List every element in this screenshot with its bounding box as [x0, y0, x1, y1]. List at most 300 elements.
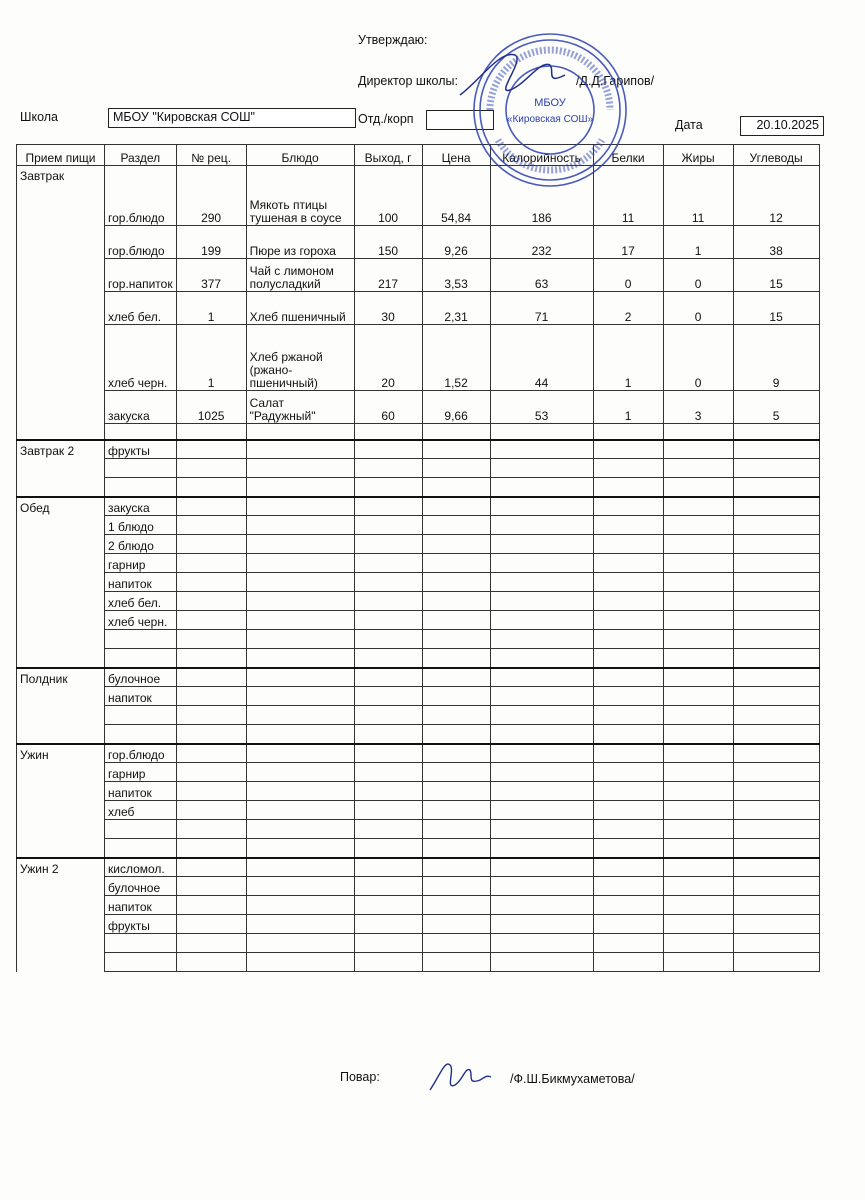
cell-c — [733, 782, 819, 801]
cell-rec: 290 — [176, 166, 246, 226]
cell-dish: Мякоть птицы тушеная в соусе — [246, 166, 354, 226]
cell-p — [593, 611, 663, 630]
cell-p — [593, 858, 663, 877]
cell-rec — [176, 896, 246, 915]
table-row — [17, 440, 820, 459]
cell-c — [733, 459, 819, 478]
cell-section — [105, 478, 177, 497]
cell-kcal — [490, 839, 593, 858]
cell-dish — [246, 649, 354, 668]
cell-c — [733, 687, 819, 706]
cell-out — [354, 744, 422, 763]
cell-kcal: 53 — [490, 391, 593, 424]
cell-p — [593, 459, 663, 478]
cell-section — [105, 630, 177, 649]
column-header: Цена — [422, 145, 490, 166]
cell-p — [593, 839, 663, 858]
cell-f — [663, 953, 733, 972]
cell-rec — [176, 953, 246, 972]
cell-dish — [246, 839, 354, 858]
cell-c — [733, 424, 819, 440]
cell-price: 2,31 — [422, 292, 490, 325]
cell-c — [733, 744, 819, 763]
cell-dish — [246, 782, 354, 801]
cell-f — [663, 934, 733, 953]
cell-section: хлеб бел. — [105, 292, 177, 325]
cell-section — [105, 459, 177, 478]
cell-out — [354, 877, 422, 896]
cell-c: 15 — [733, 292, 819, 325]
cell-p: 1 — [593, 325, 663, 391]
cell-f — [663, 706, 733, 725]
cell-kcal — [490, 478, 593, 497]
cell-dish — [246, 424, 354, 440]
cell-dish — [246, 744, 354, 763]
cell-kcal — [490, 915, 593, 934]
cell-price — [422, 535, 490, 554]
director-signature-icon — [455, 40, 575, 110]
cell-price — [422, 687, 490, 706]
cell-c — [733, 801, 819, 820]
cell-section: напиток — [105, 782, 177, 801]
cell-p — [593, 953, 663, 972]
cell-c — [733, 820, 819, 839]
cell-price — [422, 497, 490, 516]
cell-dish — [246, 573, 354, 592]
cell-price — [422, 877, 490, 896]
table-row — [17, 953, 820, 972]
cell-dish — [246, 953, 354, 972]
cell-price: 9,26 — [422, 226, 490, 259]
cell-section: хлеб — [105, 801, 177, 820]
cell-kcal — [490, 649, 593, 668]
cell-f — [663, 858, 733, 877]
table-row — [17, 706, 820, 725]
column-header: Калорийность — [490, 145, 593, 166]
cell-out — [354, 839, 422, 858]
cell-rec — [176, 459, 246, 478]
cell-dish — [246, 516, 354, 535]
cell-p — [593, 592, 663, 611]
cell-rec — [176, 649, 246, 668]
cell-price: 3,53 — [422, 259, 490, 292]
cell-f — [663, 687, 733, 706]
cell-c — [733, 630, 819, 649]
cell-p: 2 — [593, 292, 663, 325]
meal-name: Полдник — [17, 668, 105, 744]
cell-price — [422, 782, 490, 801]
cell-out — [354, 763, 422, 782]
cell-kcal — [490, 782, 593, 801]
column-header: Блюдо — [246, 145, 354, 166]
cell-p — [593, 478, 663, 497]
cell-price — [422, 592, 490, 611]
cell-price — [422, 725, 490, 744]
cell-out — [354, 516, 422, 535]
cell-out: 60 — [354, 391, 422, 424]
cell-kcal — [490, 763, 593, 782]
cell-rec — [176, 478, 246, 497]
cell-p — [593, 763, 663, 782]
table-row — [17, 592, 820, 611]
dept-label: Отд./корп — [358, 112, 414, 126]
cell-kcal — [490, 630, 593, 649]
table-row — [17, 858, 820, 877]
cell-section: гор.блюдо — [105, 226, 177, 259]
cell-kcal — [490, 459, 593, 478]
table-row — [17, 535, 820, 554]
cell-dish — [246, 820, 354, 839]
cell-out — [354, 478, 422, 497]
cell-dish — [246, 706, 354, 725]
table-row — [17, 782, 820, 801]
cell-f — [663, 763, 733, 782]
table-row — [17, 649, 820, 668]
cell-out: 30 — [354, 292, 422, 325]
cell-kcal — [490, 820, 593, 839]
cell-f — [663, 611, 733, 630]
cell-out — [354, 573, 422, 592]
cell-p — [593, 687, 663, 706]
table-row — [17, 554, 820, 573]
cell-price — [422, 459, 490, 478]
cell-rec — [176, 497, 246, 516]
cell-rec — [176, 839, 246, 858]
cell-price — [422, 801, 490, 820]
cell-out — [354, 934, 422, 953]
cell-section: кисломол. — [105, 858, 177, 877]
cell-section: гарнир — [105, 554, 177, 573]
cell-kcal: 71 — [490, 292, 593, 325]
cell-rec — [176, 554, 246, 573]
cell-section: 1 блюдо — [105, 516, 177, 535]
cell-kcal — [490, 725, 593, 744]
cell-price — [422, 839, 490, 858]
cell-out — [354, 896, 422, 915]
cell-dish — [246, 934, 354, 953]
cell-out — [354, 424, 422, 440]
cell-rec — [176, 820, 246, 839]
cell-rec — [176, 915, 246, 934]
cell-rec — [176, 630, 246, 649]
table-row — [17, 934, 820, 953]
cell-p — [593, 668, 663, 687]
cell-p — [593, 706, 663, 725]
cell-p — [593, 535, 663, 554]
cell-kcal — [490, 744, 593, 763]
dept-field[interactable] — [426, 110, 494, 130]
cell-section: хлеб черн. — [105, 325, 177, 391]
cell-section — [105, 725, 177, 744]
cell-p — [593, 424, 663, 440]
cell-c — [733, 706, 819, 725]
column-header: Белки — [593, 145, 663, 166]
column-header: № рец. — [176, 145, 246, 166]
cell-price — [422, 915, 490, 934]
cell-out — [354, 782, 422, 801]
cell-p: 17 — [593, 226, 663, 259]
cell-dish — [246, 440, 354, 459]
cell-kcal: 232 — [490, 226, 593, 259]
cell-dish — [246, 611, 354, 630]
cell-rec — [176, 592, 246, 611]
cell-f — [663, 554, 733, 573]
table-row — [17, 325, 820, 391]
stamp-text: МБОУ — [534, 97, 566, 109]
cell-kcal — [490, 592, 593, 611]
cell-f — [663, 573, 733, 592]
cell-p — [593, 744, 663, 763]
cell-p: 11 — [593, 166, 663, 226]
cell-c: 15 — [733, 259, 819, 292]
cell-rec — [176, 877, 246, 896]
cell-out — [354, 953, 422, 972]
table-row — [17, 166, 820, 226]
meal-name: Ужин 2 — [17, 858, 105, 972]
cell-kcal — [490, 554, 593, 573]
cell-kcal: 44 — [490, 325, 593, 391]
table-row — [17, 763, 820, 782]
cell-out: 217 — [354, 259, 422, 292]
cell-kcal — [490, 706, 593, 725]
cell-section: напиток — [105, 573, 177, 592]
cell-rec — [176, 516, 246, 535]
svg-text:«Кировская СОШ»: «Кировская СОШ» — [506, 114, 594, 125]
cell-price — [422, 573, 490, 592]
cell-f: 0 — [663, 259, 733, 292]
cell-f — [663, 459, 733, 478]
cell-price — [422, 554, 490, 573]
cell-section — [105, 820, 177, 839]
cell-p: 1 — [593, 391, 663, 424]
cell-section: булочное — [105, 668, 177, 687]
cell-p — [593, 725, 663, 744]
cell-section: 2 блюдо — [105, 535, 177, 554]
cell-dish — [246, 801, 354, 820]
cell-rec: 377 — [176, 259, 246, 292]
cell-f — [663, 725, 733, 744]
cell-c — [733, 516, 819, 535]
cell-rec — [176, 706, 246, 725]
cell-price — [422, 896, 490, 915]
cell-f — [663, 820, 733, 839]
cell-section: фрукты — [105, 915, 177, 934]
column-header: Выход, г — [354, 145, 422, 166]
cell-section: гарнир — [105, 763, 177, 782]
table-row — [17, 820, 820, 839]
cell-kcal: 186 — [490, 166, 593, 226]
cell-f — [663, 839, 733, 858]
cell-price — [422, 744, 490, 763]
cell-p — [593, 896, 663, 915]
cell-dish — [246, 668, 354, 687]
cell-price — [422, 820, 490, 839]
cell-f — [663, 896, 733, 915]
cell-f — [663, 915, 733, 934]
cook-signature-icon — [425, 1055, 495, 1095]
cell-kcal — [490, 424, 593, 440]
table-row — [17, 516, 820, 535]
cell-kcal — [490, 516, 593, 535]
cell-section: закуска — [105, 391, 177, 424]
date-field[interactable]: 20.10.2025 — [740, 116, 824, 136]
director-name: /Д.Д.Гарипов/ — [576, 74, 655, 88]
cell-f — [663, 440, 733, 459]
cell-price — [422, 934, 490, 953]
cell-out — [354, 497, 422, 516]
cell-c — [733, 649, 819, 668]
cell-c — [733, 535, 819, 554]
menu-body — [17, 166, 820, 972]
table-row — [17, 877, 820, 896]
cell-section: гор.блюдо — [105, 744, 177, 763]
cell-dish: Чай с лимоном полусладкий — [246, 259, 354, 292]
table-row — [17, 687, 820, 706]
cell-out — [354, 554, 422, 573]
cell-out — [354, 668, 422, 687]
table-row — [17, 459, 820, 478]
cell-p: 0 — [593, 259, 663, 292]
cell-dish — [246, 725, 354, 744]
table-row — [17, 226, 820, 259]
cell-p — [593, 915, 663, 934]
cell-out — [354, 630, 422, 649]
cell-c: 12 — [733, 166, 819, 226]
cell-price: 1,52 — [422, 325, 490, 391]
cell-rec — [176, 725, 246, 744]
cell-dish — [246, 877, 354, 896]
cell-dish — [246, 858, 354, 877]
cell-p — [593, 877, 663, 896]
cell-out — [354, 706, 422, 725]
cell-section: закуска — [105, 497, 177, 516]
cell-p — [593, 649, 663, 668]
cell-c — [733, 497, 819, 516]
cell-dish — [246, 915, 354, 934]
cell-rec — [176, 573, 246, 592]
cell-rec — [176, 424, 246, 440]
meal-name: Ужин — [17, 744, 105, 858]
school-field[interactable]: МБОУ "Кировская СОШ" — [108, 108, 356, 128]
cell-p — [593, 782, 663, 801]
cell-rec — [176, 440, 246, 459]
cell-rec: 199 — [176, 226, 246, 259]
table-row — [17, 391, 820, 424]
cell-kcal — [490, 934, 593, 953]
cell-f — [663, 801, 733, 820]
cell-price — [422, 611, 490, 630]
table-row — [17, 424, 820, 440]
cell-price: 9,66 — [422, 391, 490, 424]
cell-out — [354, 535, 422, 554]
cell-c — [733, 953, 819, 972]
cell-dish — [246, 459, 354, 478]
cell-c — [733, 934, 819, 953]
cell-dish — [246, 554, 354, 573]
cell-section — [105, 424, 177, 440]
cell-p — [593, 934, 663, 953]
cell-c — [733, 858, 819, 877]
cell-c — [733, 573, 819, 592]
cell-c — [733, 478, 819, 497]
cell-f — [663, 630, 733, 649]
cell-out — [354, 440, 422, 459]
table-header-row — [17, 145, 820, 166]
cell-f — [663, 877, 733, 896]
cell-kcal — [490, 573, 593, 592]
cell-dish — [246, 478, 354, 497]
cell-kcal — [490, 535, 593, 554]
cell-f: 3 — [663, 391, 733, 424]
table-row — [17, 292, 820, 325]
meal-name: Завтрак 2 — [17, 440, 105, 497]
cell-out — [354, 801, 422, 820]
cell-c — [733, 725, 819, 744]
cell-f — [663, 649, 733, 668]
cell-kcal — [490, 687, 593, 706]
cell-kcal — [490, 497, 593, 516]
cell-kcal — [490, 668, 593, 687]
cell-c — [733, 915, 819, 934]
cell-section — [105, 953, 177, 972]
cell-dish — [246, 497, 354, 516]
column-header: Раздел — [105, 145, 177, 166]
column-header: Углеводы — [733, 145, 819, 166]
cell-rec: 1 — [176, 325, 246, 391]
cell-price — [422, 763, 490, 782]
cell-section: хлеб бел. — [105, 592, 177, 611]
cell-dish: Пюре из гороха — [246, 226, 354, 259]
cell-out — [354, 820, 422, 839]
cell-section — [105, 649, 177, 668]
cell-p — [593, 573, 663, 592]
cell-dish — [246, 896, 354, 915]
cell-dish — [246, 592, 354, 611]
table-row — [17, 915, 820, 934]
cell-rec — [176, 858, 246, 877]
cell-price — [422, 953, 490, 972]
cell-c — [733, 896, 819, 915]
cell-kcal — [490, 801, 593, 820]
cell-p — [593, 801, 663, 820]
cell-dish: Хлеб ржаной (ржано-пшеничный) — [246, 325, 354, 391]
cell-dish: Хлеб пшеничный — [246, 292, 354, 325]
cell-f — [663, 497, 733, 516]
table-row — [17, 725, 820, 744]
cell-f: 1 — [663, 226, 733, 259]
table-row — [17, 801, 820, 820]
cell-c — [733, 592, 819, 611]
cell-price — [422, 424, 490, 440]
cell-dish: Салат "Радужный" — [246, 391, 354, 424]
cell-kcal — [490, 953, 593, 972]
cell-f: 0 — [663, 325, 733, 391]
column-header: Прием пищи — [17, 145, 105, 166]
cell-f — [663, 516, 733, 535]
cell-c: 5 — [733, 391, 819, 424]
cell-out — [354, 611, 422, 630]
cook-label: Повар: — [340, 1070, 380, 1084]
cell-out — [354, 915, 422, 934]
cell-section — [105, 839, 177, 858]
cell-rec — [176, 782, 246, 801]
cell-section: фрукты — [105, 440, 177, 459]
cell-c — [733, 611, 819, 630]
cell-kcal — [490, 611, 593, 630]
cell-f — [663, 668, 733, 687]
cell-section: напиток — [105, 687, 177, 706]
cell-price — [422, 858, 490, 877]
